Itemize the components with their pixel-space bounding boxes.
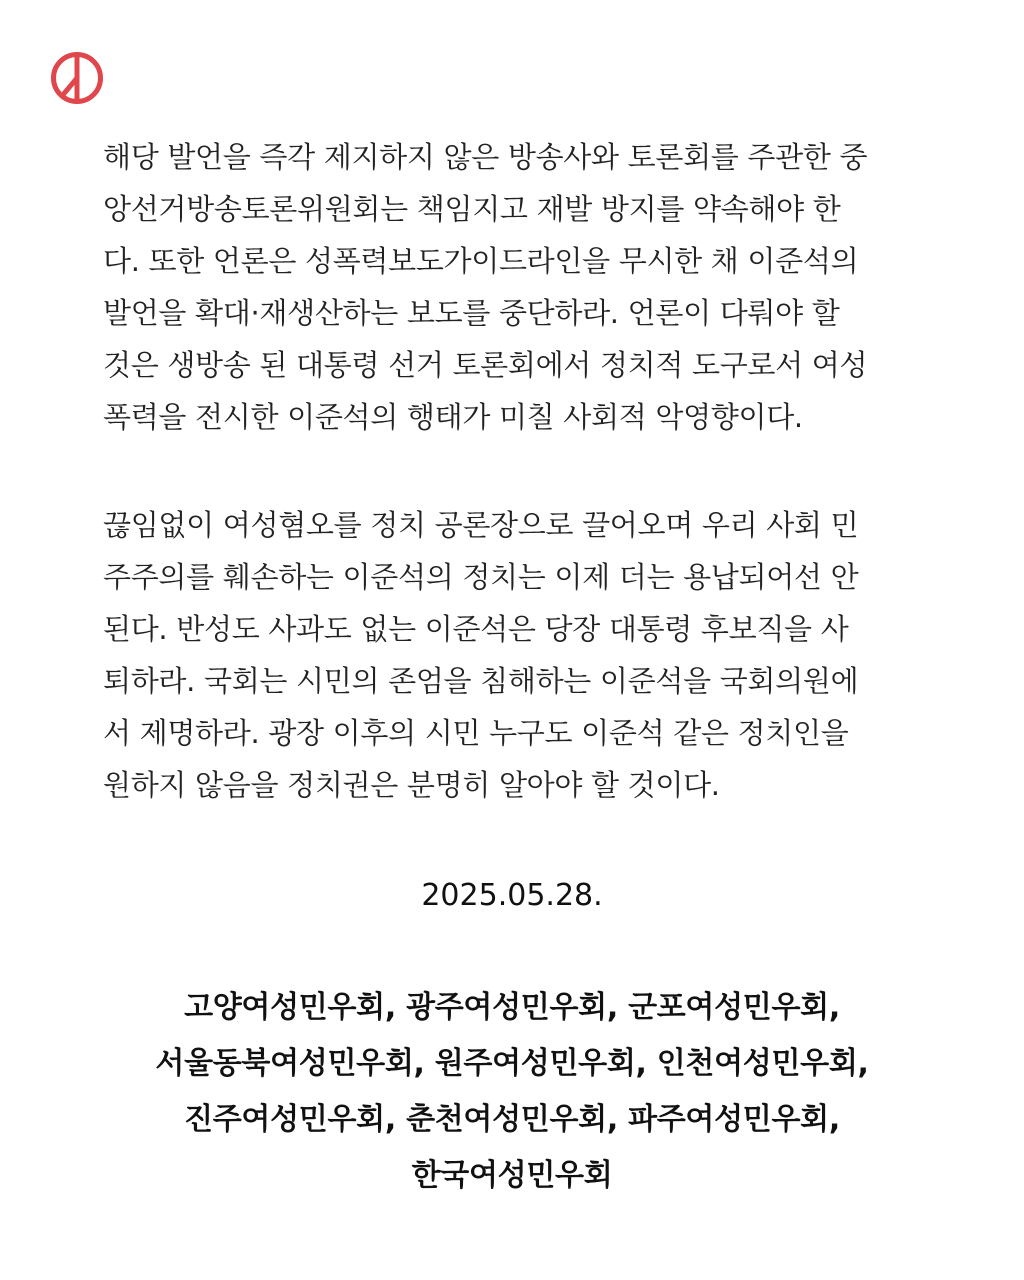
paragraph-line: 끊임없이 여성혐오를 정치 공론장으로 끌어오며 우리 사회 민 [103, 508, 859, 542]
paragraph-line: 주주의를 훼손하는 이준석의 정치는 이제 더는 용납되어선 안 [103, 560, 859, 594]
paragraph-line: 퇴하라. 국회는 시민의 존엄을 침해하는 이준석을 국회의원에 [103, 664, 859, 698]
paragraph-line: 된다. 반성도 사과도 없는 이준석은 당장 대통령 후보직을 사 [103, 612, 849, 646]
election-logo-icon [50, 51, 104, 105]
paragraph-line: 원하지 않음을 정치권은 분명히 알아야 할 것이다. [103, 768, 720, 802]
paragraph-line: 것은 생방송 된 대통령 선거 토론회에서 정치적 도구로서 여성 [103, 348, 868, 382]
signatory-line: 진주여성민우회, 춘천여성민우회, 파주여성민우회, [184, 1102, 840, 1137]
paragraph-line: 발언을 확대·재생산하는 보도를 중단하라. 언론이 다뤄야 할 [103, 296, 840, 330]
statement-paragraph-2 [103, 499, 933, 811]
signatories [0, 980, 1024, 1204]
paragraph-line: 다. 또한 언론은 성폭력보도가이드라인을 무시한 채 이준석의 [103, 244, 859, 278]
statement-date: 2025.05.28. [421, 878, 603, 913]
paragraph-line: 폭력을 전시한 이준석의 행태가 미칠 사회적 악영향이다. [103, 400, 803, 434]
paragraph-line: 서 제명하라. 광장 이후의 시민 누구도 이준석 같은 정치인을 [103, 716, 849, 750]
paragraph-line: 해당 발언을 즉각 제지하지 않은 방송사와 토론회를 주관한 중 [103, 140, 868, 174]
statement-paragraph-1 [103, 131, 933, 443]
signatory-line: 고양여성민우회, 광주여성민우회, 군포여성민우회, [184, 990, 840, 1025]
signatory-line: 서울동북여성민우회, 원주여성민우회, 인천여성민우회, [155, 1046, 869, 1081]
signatory-line: 한국여성민우회 [411, 1158, 613, 1193]
paragraph-line: 앙선거방송토론위원회는 책임지고 재발 방지를 약속해야 한 [103, 192, 841, 226]
